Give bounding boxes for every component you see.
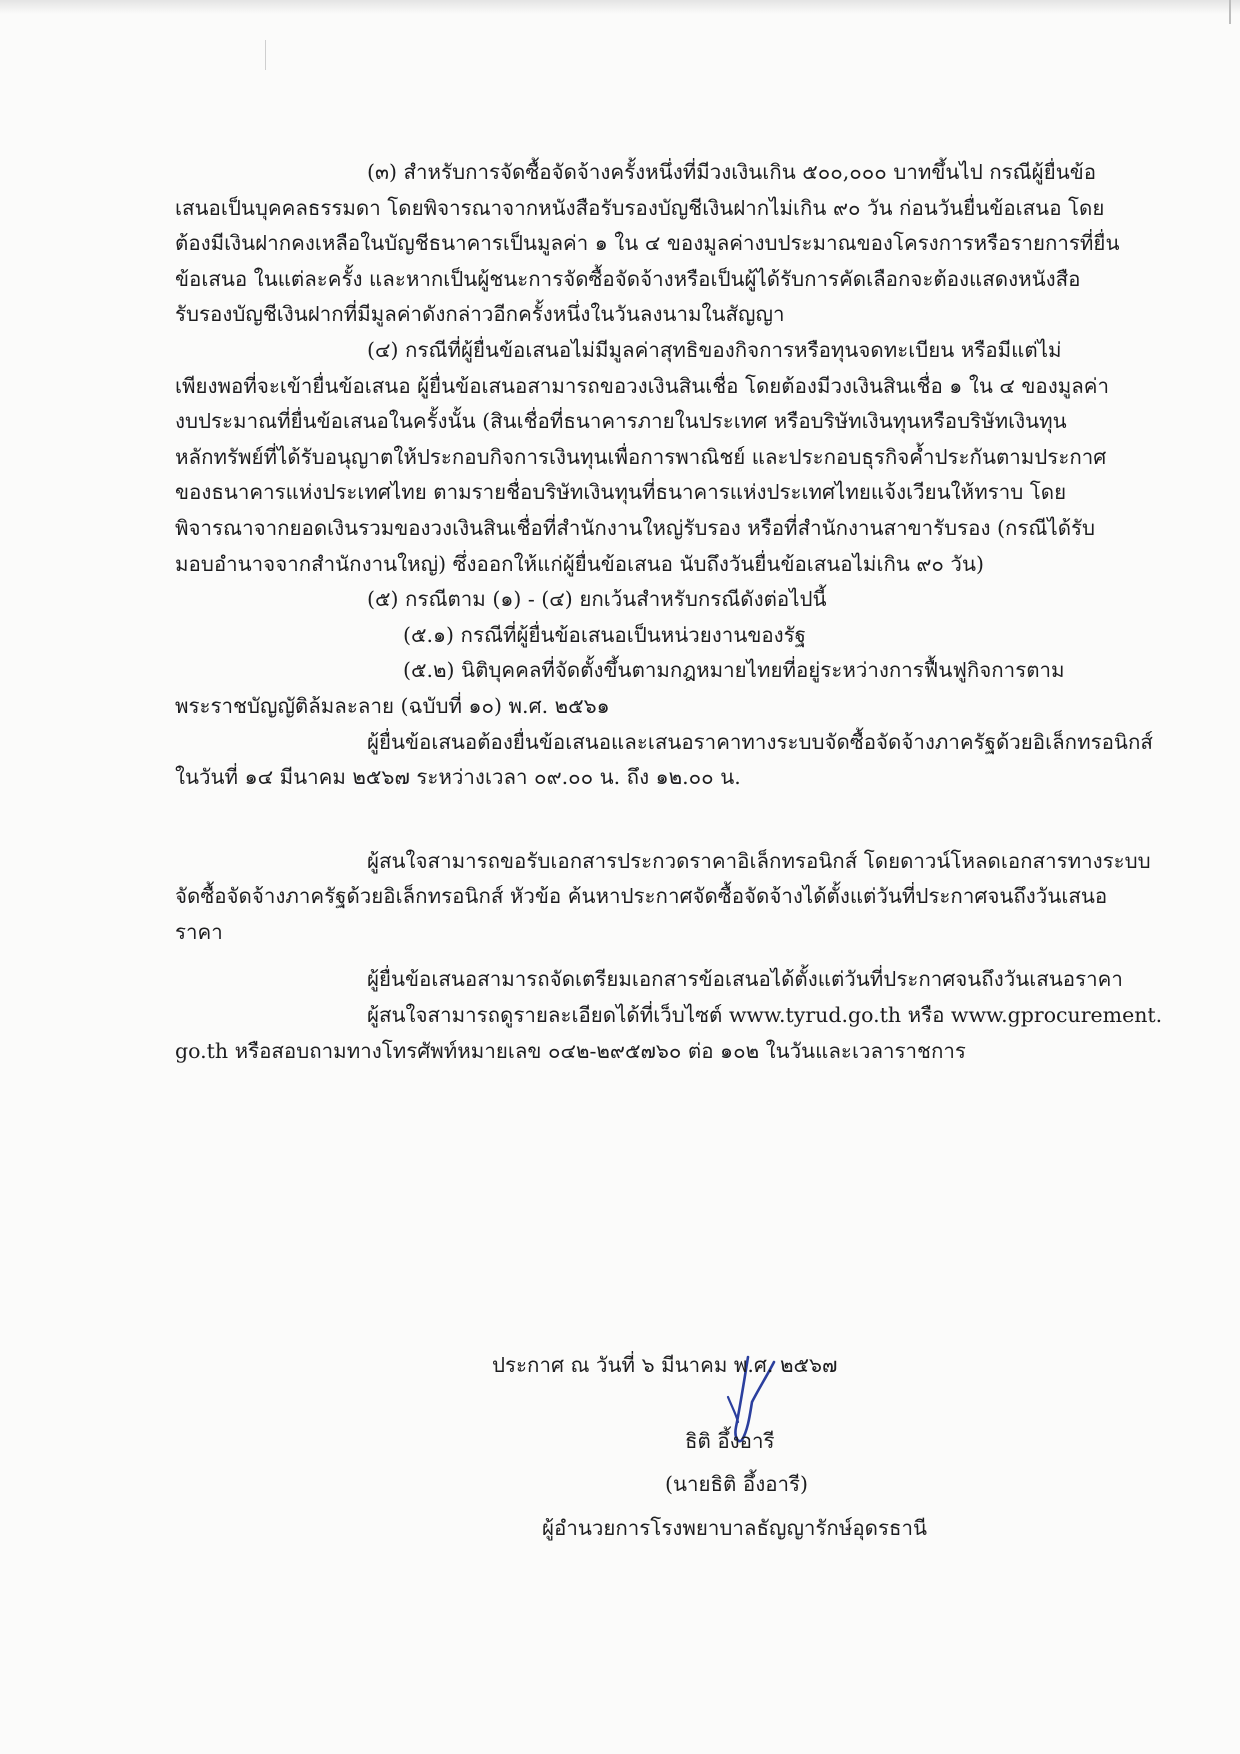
- paragraph-4-line: มอบอำนาจจากสำนักงานใหญ่) ซึ่งออกให้แก่ผู้ยื่นข้อเสนอ นับถึงวันยื่นข้อเสนอไม่เกิน ๙๐ วัน): [175, 551, 984, 576]
- paragraph-5-1-line: (๕.๑) กรณีที่ผู้ยื่นข้อเสนอเป็นหน่วยงานของรัฐ: [403, 622, 806, 647]
- paragraph-4-line: เพียงพอที่จะเข้ายื่นข้อเสนอ ผู้ยื่นข้อเสนอสามารถขอวงเงินสินเชื่อ โดยต้องมีวงเงินสินเชื่อ ๑ ใน ๔ ของมูลค่า: [175, 373, 1110, 398]
- announcement-body: [175, 155, 1163, 1069]
- scan-edge: [0, 0, 1240, 14]
- paragraph-gap: [175, 796, 1110, 832]
- paragraph-gap: [175, 950, 1110, 962]
- paragraph-4-line: ของธนาคารแห่งประเทศไทย ตามรายชื่อบริษัทเงินทุนที่ธนาคารแห่งประเทศไทยแจ้งเวียนให้ทราบ โดย: [175, 480, 1067, 505]
- paragraph-5-2-line: พระราชบัญญัติล้มละลาย (ฉบับที่ ๑๐) พ.ศ. ๒๕๖๑: [175, 693, 610, 718]
- paragraph-4-line: หลักทรัพย์ที่ได้รับอนุญาตให้ประกอบกิจการเงินทุนเพื่อการพาณิชย์ และประกอบธุรกิจค้ำประกันตามประกาศ: [175, 444, 1107, 469]
- paragraph-3-line: รับรองบัญชีเงินฝากที่มีมูลค่าดังกล่าวอีกครั้งหนึ่งในวันลงนามในสัญญา: [175, 302, 785, 327]
- paragraph-3-line: ข้อเสนอ ในแต่ละครั้ง และหากเป็นผู้ชนะการจัดซื้อจัดจ้างหรือเป็นผู้ได้รับการคัดเลือกจะต้องแสดงหนังสือ: [175, 266, 1081, 291]
- submission-line: ในวันที่ ๑๔ มีนาคม ๒๕๖๗ ระหว่างเวลา ๐๙.๐๐ น. ถึง ๑๒.๐๐ น.: [175, 765, 741, 790]
- scan-artifact: [265, 40, 266, 70]
- signer-name: ธิติ อึ้งอารี: [685, 1428, 775, 1453]
- scan-artifact: [1229, 0, 1231, 24]
- paragraph-4-line: งบประมาณที่ยื่นข้อเสนอในครั้งนั้น (สินเชื่อที่ธนาคารภายในประเทศ หรือบริษัทเงินทุนหรือบริษัทเงินทุน: [175, 409, 1067, 434]
- paragraph-4-line: พิจารณาจากยอดเงินรวมของวงเงินสินเชื่อที่สำนักงานใหญ่รับรอง หรือที่สำนักงานสาขารับรอง (กรณีได้รับ: [175, 515, 1096, 540]
- paragraph-gap: [175, 832, 1110, 844]
- signer-position: ผู้อำนวยการโรงพยาบาลธัญญารักษ์อุดรธานี: [542, 1515, 928, 1540]
- download-line: ผู้สนใจสามารถขอรับเอกสารประกวดราคาอิเล็กทรอนิกส์ โดยดาวน์โหลดเอกสารทางระบบ: [367, 848, 1151, 873]
- paragraph-3-line: (๓) สำหรับการจัดซื้อจัดจ้างครั้งหนึ่งที่มีวงเงินเกิน ๕๐๐,๐๐๐ บาทขึ้นไป กรณีผู้ยื่นข้อ: [367, 160, 1097, 184]
- signature-block: [440, 1348, 1040, 1546]
- paragraph-3-line: เสนอเป็นบุคคลธรรมดา โดยพิจารณาจากหนังสือรับรองบัญชีเงินฝากไม่เกิน ๙๐ วัน ก่อนวันยื่นข้อเสนอ โดย: [175, 195, 1105, 220]
- announcement-date: ประกาศ ณ วันที่ ๖ มีนาคม พ.ศ. ๒๕๖๗: [492, 1353, 838, 1377]
- download-line: ราคา: [175, 919, 223, 944]
- contact-line: go.th หรือสอบถามทางโทรศัพท์หมายเลข ๐๔๒-๒๙๕๗๖๐ ต่อ ๑๐๒ ในวันและเวลาราชการ: [175, 1038, 966, 1063]
- prepare-line: ผู้ยื่นข้อเสนอสามารถจัดเตรียมเอกสารข้อเสนอได้ตั้งแต่วันที่ประกาศจนถึงวันเสนอราคา: [367, 967, 1123, 992]
- paragraph-3-line: ต้องมีเงินฝากคงเหลือในบัญชีธนาคารเป็นมูลค่า ๑ ใน ๔ ของมูลค่างบประมาณของโครงการหรือรายการที่ยื่น: [175, 231, 1120, 256]
- download-line: จัดซื้อจัดจ้างภาครัฐด้วยอิเล็กทรอนิกส์ หัวข้อ ค้นหาประกาศจัดซื้อจัดจ้างได้ตั้งแต่วันที่ประกาศจนถึงวันเสนอ: [175, 884, 1108, 909]
- paragraph-5-line: (๕) กรณีตาม (๑) - (๔) ยกเว้นสำหรับกรณีดังต่อไปนี้: [367, 587, 827, 612]
- paragraph-5-2-line: (๕.๒) นิติบุคคลที่จัดตั้งขึ้นตามกฎหมายไทยที่อยู่ระหว่างการฟื้นฟูกิจการตาม: [403, 658, 1065, 683]
- contact-line: ผู้สนใจสามารถดูรายละเอียดได้ที่เว็บไซต์ www.tyrud.go.th หรือ www.gprocurement.: [367, 1003, 1163, 1028]
- submission-line: ผู้ยื่นข้อเสนอต้องยื่นข้อเสนอและเสนอราคาทางระบบจัดซื้อจัดจ้างภาครัฐด้วยอิเล็กทรอนิกส์: [367, 729, 1153, 754]
- paragraph-4-line: (๔) กรณีที่ผู้ยื่นข้อเสนอไม่มีมูลค่าสุทธิของกิจการหรือทุนจดทะเบียน หรือมีแต่ไม่: [367, 337, 1062, 362]
- signer-full-name: (นายธิติ อึ้งอารี): [665, 1472, 809, 1497]
